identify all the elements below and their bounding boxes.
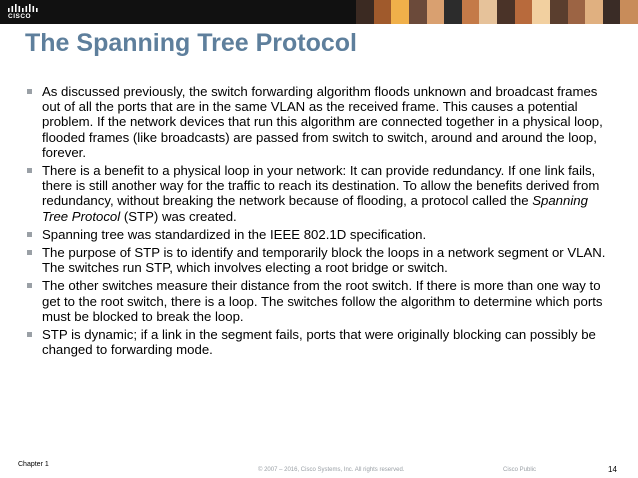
bullet-text: The purpose of STP is to identify and temporarily block the loops in a network segment or VLAN. The switches run STP, which involves electing a root bridge or switch.: [42, 245, 606, 276]
cisco-bars-icon: [8, 3, 38, 13]
header-photo-tile: [620, 0, 638, 24]
header-photo-tile: [391, 0, 409, 24]
bullet-text: (STP) was created.: [120, 208, 237, 224]
header-photo-tile: [444, 0, 462, 24]
header-photo-tile: [497, 0, 515, 24]
header-photo-tile: [427, 0, 445, 24]
header-photo-tile: [462, 0, 480, 24]
bullet-item: [24, 163, 614, 224]
logo-text: CISCO: [8, 13, 32, 20]
header-banner: [0, 0, 638, 24]
square-bullet-icon: [27, 89, 32, 94]
header-photo-tile: [409, 0, 427, 24]
bullet-item: [24, 327, 614, 357]
bullet-text: STP is dynamic; if a link in the segment fails, ports that were originally blocking can possibly be changed to forwarding mode.: [42, 327, 596, 358]
bullet-item: [24, 84, 614, 160]
bullet-text: Spanning tree was standardized in the IEEE 802.1D specification.: [42, 226, 427, 242]
bullet-text: There is a benefit to a physical loop in your network: It can provide redundancy. If one link fails, there is still another way for the traffic to reach its destination. To allow the benefits derived from redundancy, without breaking the network because of flooding, a protocol called the: [42, 163, 600, 209]
header-photo-tile: [356, 0, 374, 24]
slide-title: The Spanning Tree Protocol: [25, 29, 357, 57]
square-bullet-icon: [27, 332, 32, 337]
footer-classification: Cisco Public: [503, 467, 537, 473]
header-photo-tile: [515, 0, 533, 24]
header-photo-tile: [568, 0, 586, 24]
header-photo-tile: [374, 0, 392, 24]
footer-copyright: © 2007 – 2016, Cisco Systems, Inc. All rights reserved.: [258, 467, 405, 473]
header-photo-strip: [356, 0, 638, 24]
bullet-item: [24, 227, 614, 242]
square-bullet-icon: [27, 168, 32, 173]
header-photo-tile: [550, 0, 568, 24]
bullet-text-italic: Spanning Tree Protocol: [42, 193, 588, 224]
bullet-text: The other switches measure their distance from the root switch. If there is more than one way to get to the root switch, there is a loop. The switches follow the algorithm to determine which ports must be blocked to break the loop.: [42, 278, 603, 324]
bullet-item: [24, 245, 614, 275]
header-photo-tile: [532, 0, 550, 24]
page-number: 14: [608, 465, 617, 474]
square-bullet-icon: [27, 232, 32, 237]
bullet-list: [24, 84, 614, 360]
bullet-text: As discussed previously, the switch forwarding algorithm floods unknown and broadcast frames out of all the ports that are in the same VLAN as the received frame. This causes a potential problem. If the network devices that run this algorithm are connected together in a physical loop, flooded frames (like broadcasts) are passed from switch to switch, around and around the loop, forever.: [42, 84, 603, 160]
bullet-item: [24, 278, 614, 324]
header-photo-tile: [479, 0, 497, 24]
cisco-logo: [6, 3, 40, 21]
footer-chapter: Chapter 1: [18, 461, 49, 468]
header-photo-tile: [603, 0, 621, 24]
square-bullet-icon: [27, 283, 32, 288]
header-photo-tile: [585, 0, 603, 24]
square-bullet-icon: [27, 250, 32, 255]
